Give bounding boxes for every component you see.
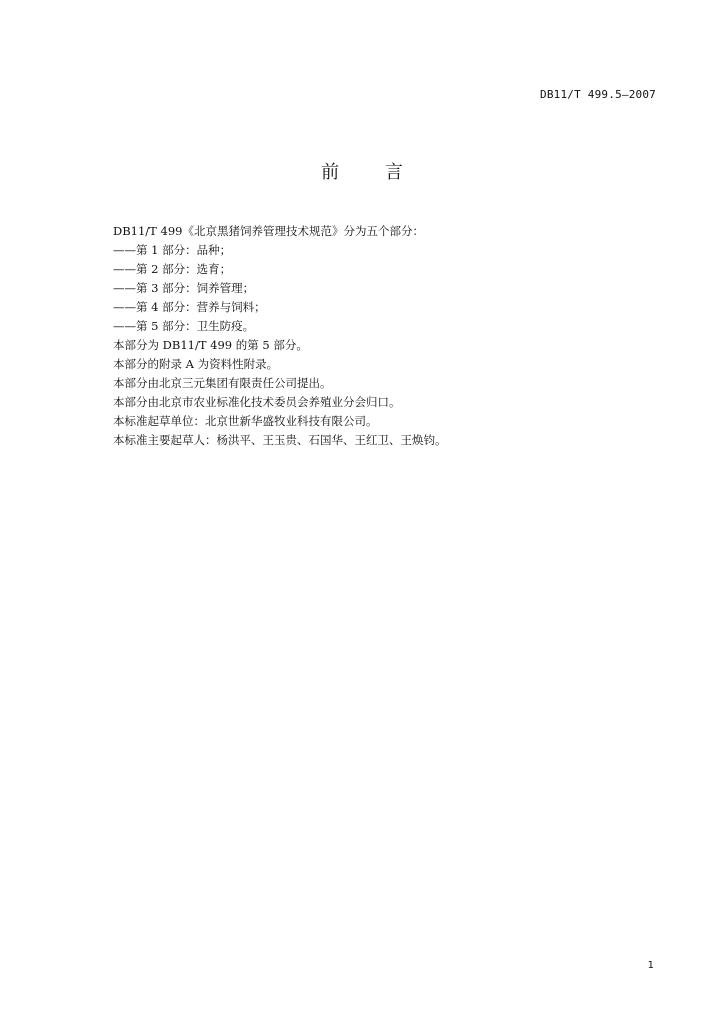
proposer-line: 本部分由北京三元集团有限责任公司提出。	[113, 376, 332, 390]
page-title: 前 言	[321, 162, 423, 183]
part-2-line: ——第 2 部分：选育；	[113, 262, 232, 276]
appendix-line: 本部分的附录 A 为资料性附录。	[113, 357, 279, 371]
foreword-body	[113, 222, 653, 450]
drafters-line: 本标准主要起草人：杨洪平、王玉贵、石国华、王红卫、王焕钧。	[113, 433, 447, 447]
part-3-line: ——第 3 部分：饲养管理；	[113, 281, 255, 295]
part-4-line: ——第 4 部分：营养与饲料；	[113, 300, 266, 314]
administrator-line: 本部分由北京市农业标准化技术委员会养殖业分会归口。	[113, 395, 401, 409]
part-1-line: ——第 1 部分：品种；	[113, 243, 232, 257]
document-code: DB11/T 499.5—2007	[540, 88, 656, 101]
this-part-line: 本部分为 DB11/T 499 的第 5 部分。	[113, 338, 308, 352]
drafting-unit-line: 本标准起草单位：北京世新华盛牧业科技有限公司。	[113, 414, 378, 428]
page-number: 1	[647, 960, 654, 971]
intro-line: DB11/T 499《北京黑猪饲养管理技术规范》分为五个部分：	[113, 224, 424, 238]
part-5-line: ——第 5 部分：卫生防疫。	[113, 319, 255, 333]
